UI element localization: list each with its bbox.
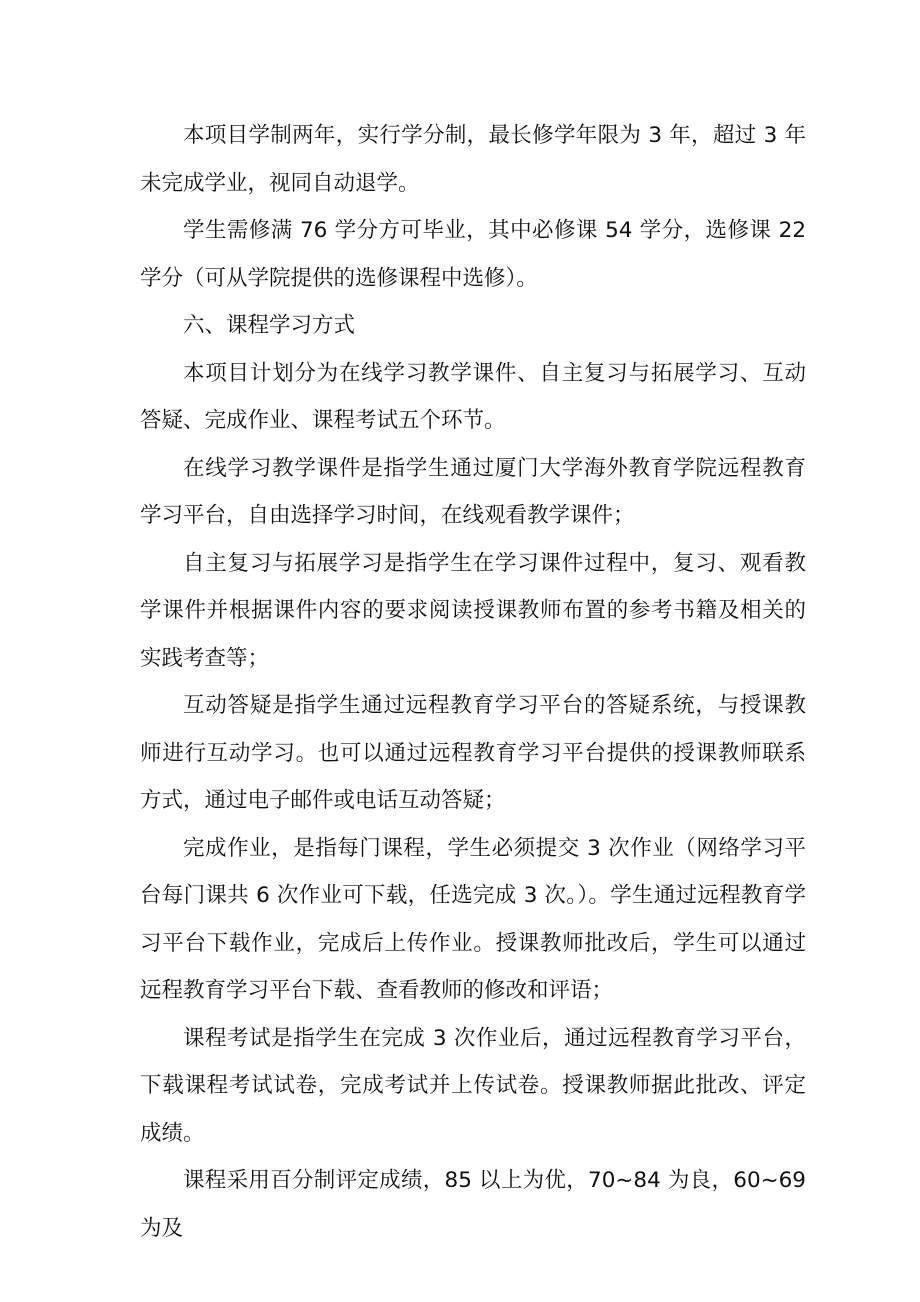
paragraph-course-exam: 课程考试是指学生在完成 3 次作业后，通过远程教育学习平台，下载课程考试试卷，完成考试并上传试卷。授课教师据此批改、评定成绩。 — [140, 1025, 806, 1146]
paragraph-study-duration: 本项目学制两年，实行学分制，最长修学年限为 3 年，超过 3 年未完成学业，视同自动退学。 — [140, 123, 806, 196]
section-heading-study-method: 六、课程学习方式 — [183, 313, 356, 338]
paragraph-homework: 完成作业，是指每门课程，学生必须提交 3 次作业（网络学习平台每门课共 6 次作业可下载，任选完成 3 次。）。学生通过远程教育学习平台下载作业，完成后上传作业。授课教师批改后，学生可以通过远程教育学习平台下载、查看教师的修改和评语； — [140, 835, 806, 1003]
paragraph-online-courseware: 在线学习教学课件是指学生通过厦门大学海外教育学院远程教育学习平台，自由选择学习时间，在线观看教学课件； — [140, 455, 806, 528]
paragraph-five-stages: 本项目计划分为在线学习教学课件、自主复习与拓展学习、互动答疑、完成作业、课程考试五个环节。 — [140, 360, 806, 433]
paragraph-interactive-qa: 互动答疑是指学生通过远程教育学习平台的答疑系统，与授课教师进行互动学习。也可以通过远程教育学习平台提供的授课教师联系方式，通过电子邮件或电话互动答疑； — [140, 693, 806, 813]
paragraph-grading: 课程采用百分制评定成绩，85 以上为优，70~84 为良，60~69 为及 — [140, 1168, 806, 1241]
paragraph-credit-requirement: 学生需修满 76 学分方可毕业，其中必修课 54 学分，选修课 22 学分（可从学院提供的选修课程中选修）。 — [140, 218, 806, 291]
document-body — [140, 112, 806, 1252]
paragraph-self-review: 自主复习与拓展学习是指学生在学习课件过程中，复习、观看教学课件并根据课件内容的要求阅读授课教师布置的参考书籍及相关的实践考查等； — [140, 550, 806, 671]
